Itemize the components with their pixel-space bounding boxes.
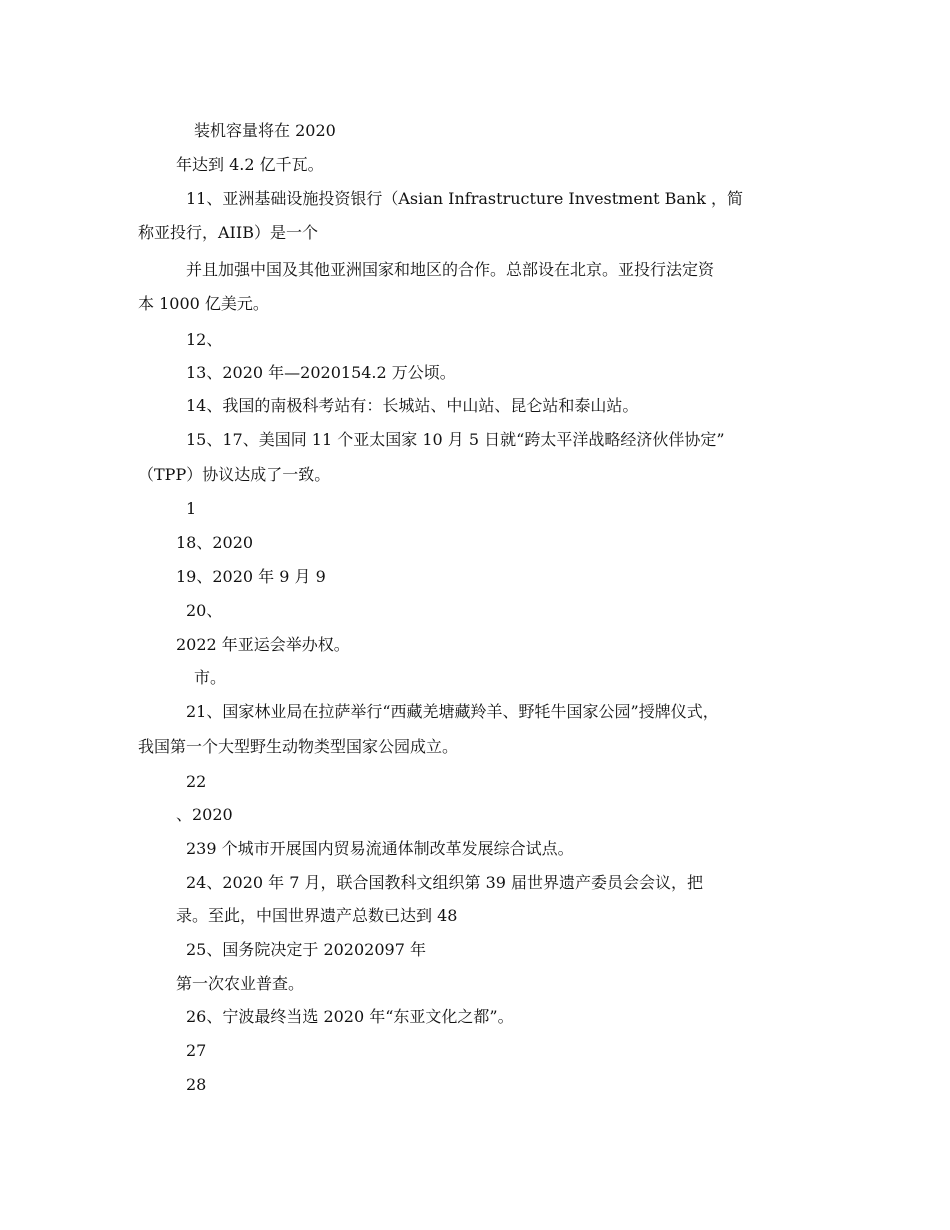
text-line: 11、亚洲基础设施投资银行（Asian Infrastructure Investment Bank ，简: [186, 189, 744, 208]
text-line: 录。至此，中国世界遗产总数已达到 48: [176, 906, 458, 925]
text-line: 21、国家林业局在拉萨举行“西藏羌塘藏羚羊、野牦牛国家公园”授牌仪式，: [186, 702, 719, 721]
text-line: 239 个城市开展国内贸易流通体制改革发展综合试点。: [186, 839, 574, 858]
text-line: 市。: [194, 668, 227, 687]
text-line: 24、2020 年 7 月，联合国教科文组织第 39 届世界遗产委员会会议，把: [186, 873, 704, 892]
text-line: 15、17、美国同 11 个亚太国家 10 月 5 日就“跨太平洋战略经济伙伴协定”: [186, 430, 725, 449]
text-line: 19、2020 年 9 月 9: [176, 567, 326, 586]
text-line: 1: [186, 499, 197, 518]
text-line: 、2020: [176, 805, 233, 824]
text-line: 并且加强中国及其他亚洲国家和地区的合作。总部设在北京。亚投行法定资: [186, 260, 715, 279]
text-line: （TPP）协议达成了一致。: [138, 465, 331, 484]
text-line: 22: [186, 772, 207, 791]
text-line: 14、我国的南极科考站有：长城站、中山站、昆仑站和泰山站。: [186, 396, 639, 415]
text-line: 称亚投行，AIIB）是一个: [138, 223, 318, 242]
text-line: 第一次农业普查。: [176, 974, 305, 993]
text-line: 本 1000 亿美元。: [138, 294, 269, 313]
text-line: 13、2020 年—2020154.2 万公顷。: [186, 363, 456, 382]
text-line: 28: [186, 1075, 207, 1094]
text-line: 27: [186, 1041, 207, 1060]
text-line: 18、2020: [176, 533, 254, 552]
text-line: 25、国务院决定于 20202097 年: [186, 940, 426, 959]
text-line: 12、: [186, 330, 223, 349]
text-line: 装机容量将在 2020: [194, 121, 336, 140]
text-line: 2022 年亚运会举办权。: [176, 635, 350, 654]
text-line: 我国第一个大型野生动物类型国家公园成立。: [138, 737, 459, 756]
text-line: 26、宁波最终当选 2020 年“东亚文化之都”。: [186, 1007, 514, 1026]
text-line: 年达到 4.2 亿千瓦。: [176, 155, 324, 174]
text-line: 20、: [186, 601, 223, 620]
